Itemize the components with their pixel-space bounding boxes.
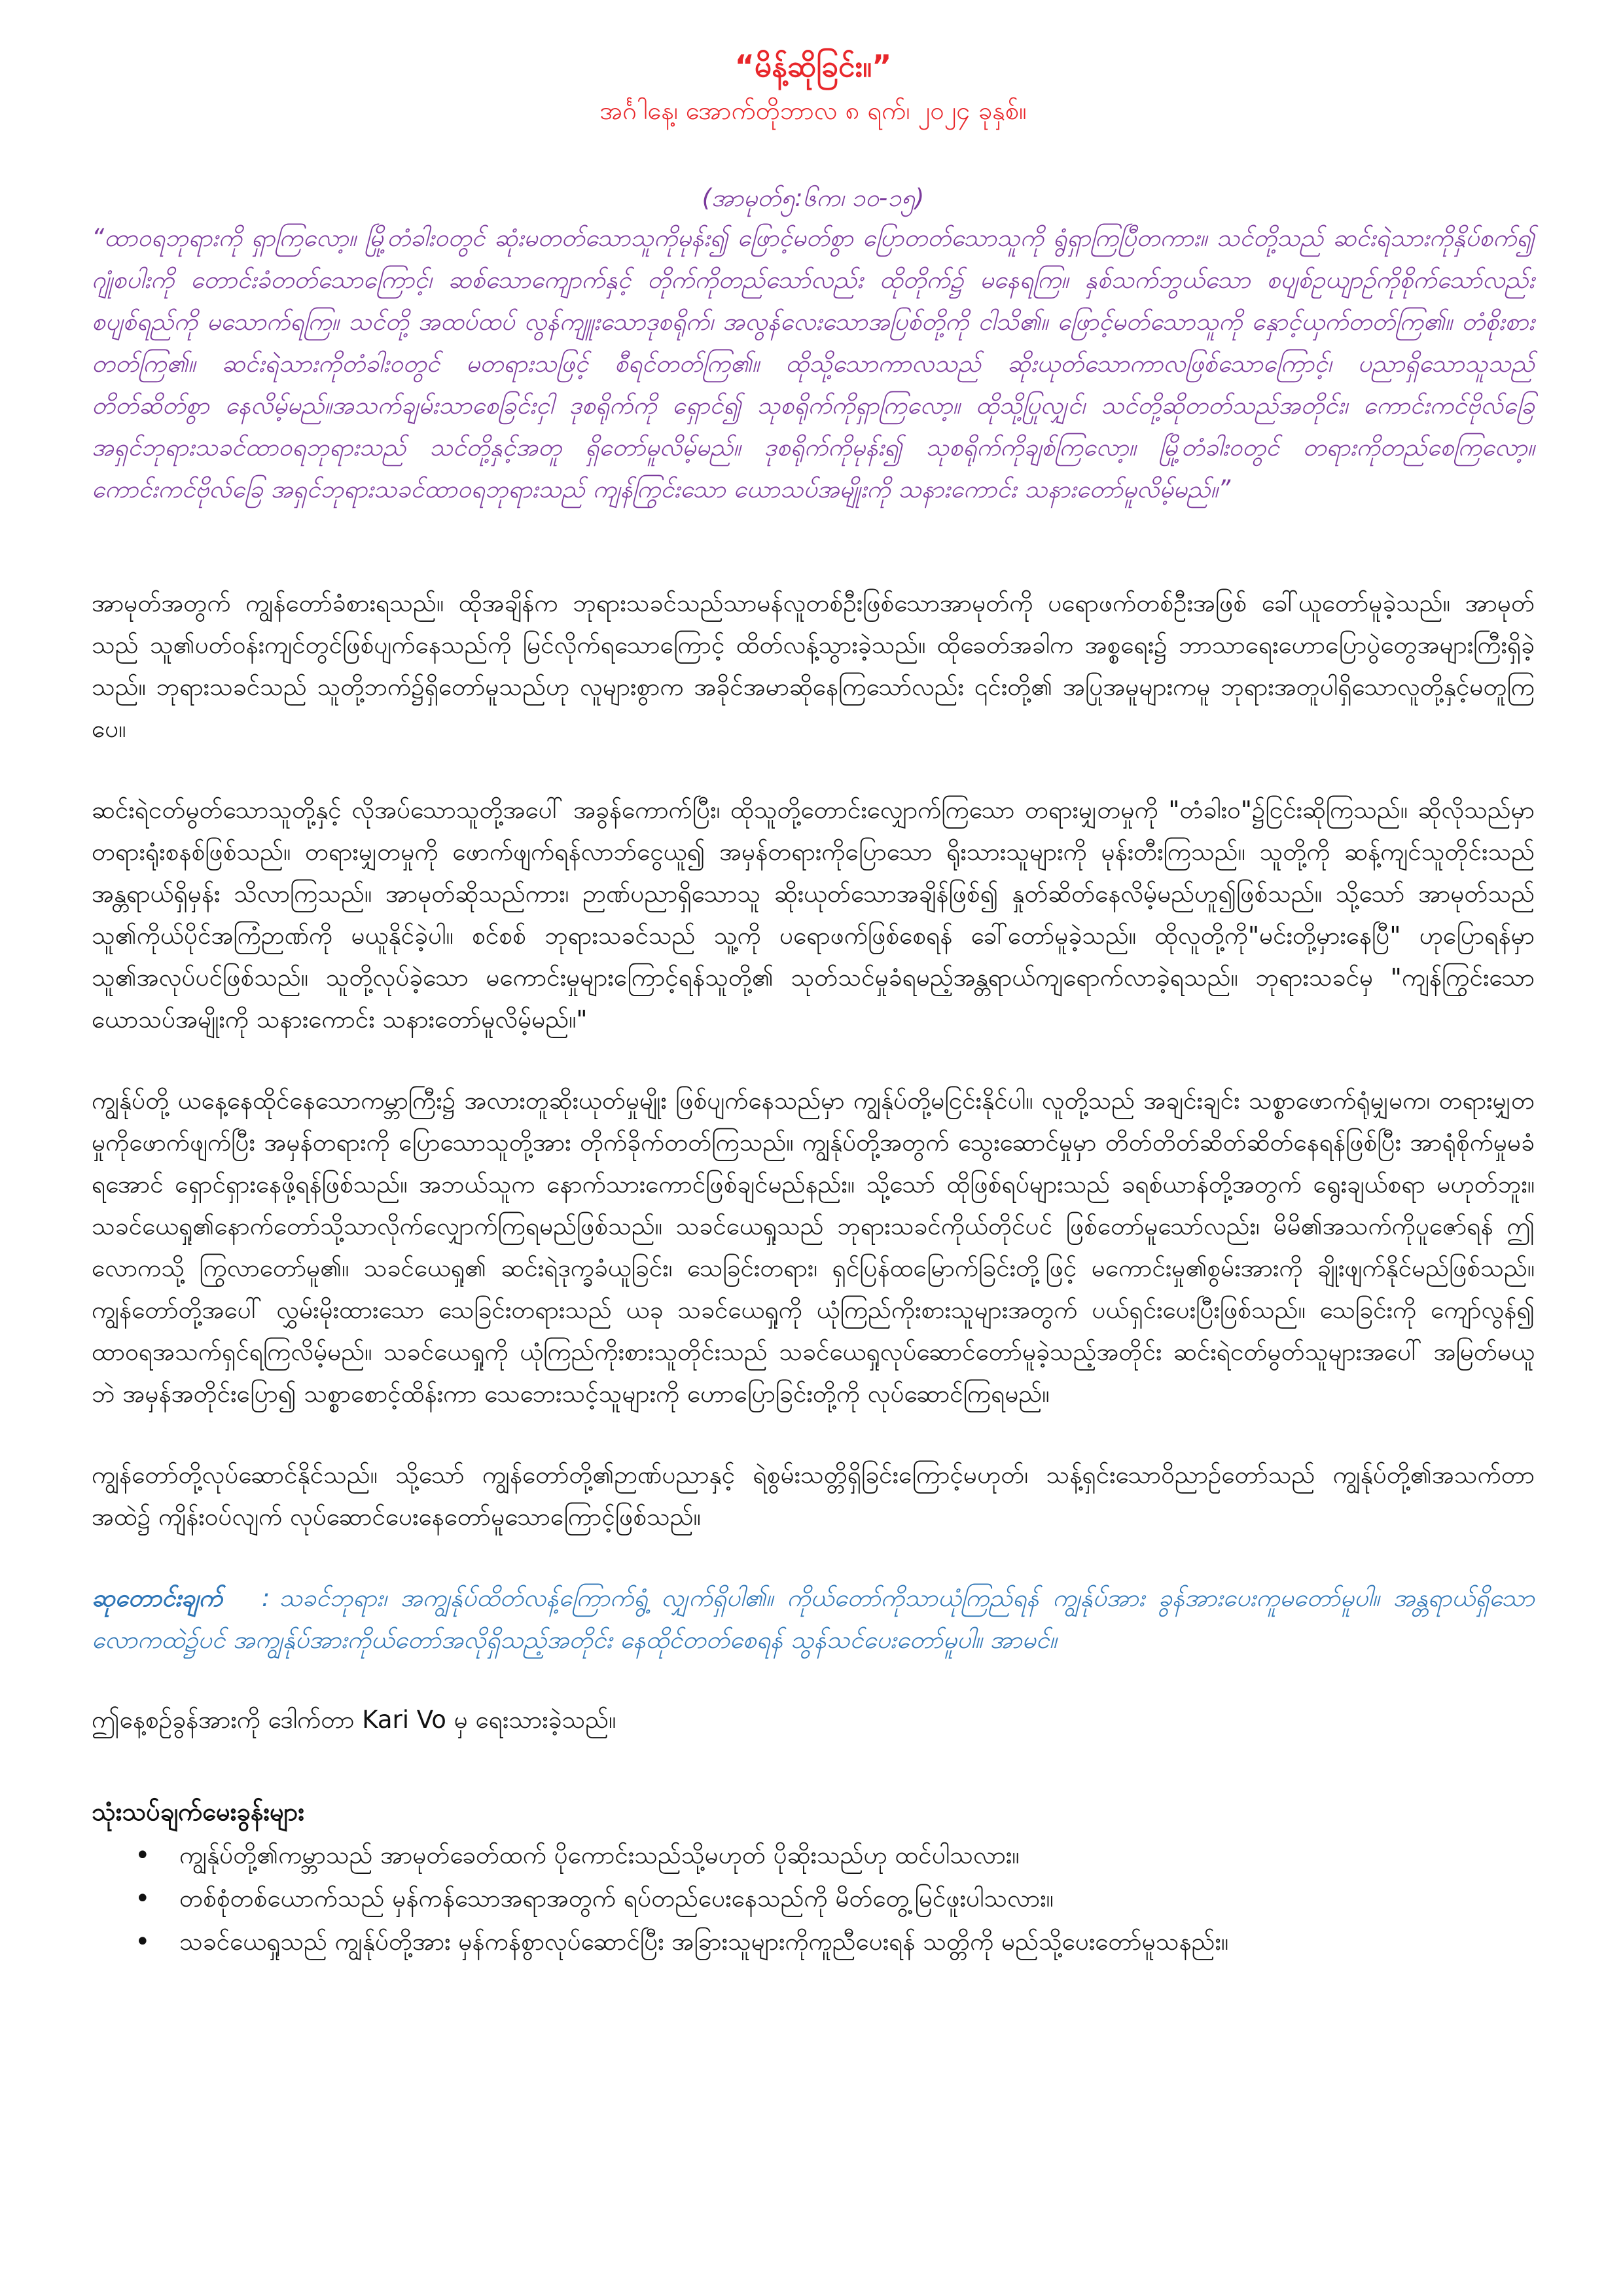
author-note: ဤနေ့စဉ်ခွန်အားကို ဒေါက်တာ Kari Vo မှ ရေးသားခဲ့သည်။ [92,1706,616,1734]
document-header [92,46,1535,130]
prayer-label: ဆုတောင်းချက် [92,1584,223,1612]
reflection-question: • သခင်ယေရှုသည် ကျွန်ုပ်တို့အား မှန်ကန်စွာလုပ်ဆောင်ပြီး အခြားသူများကိုကူညီပေးရန် သတ္တိကို မည်သို့ပေးတော်မူသနည်း။ [92,1920,1535,1964]
reflection-question: • တစ်စုံတစ်ယောက်သည် မှန်ကန်သောအရာအတွက် ရပ်တည်ပေးနေသည်ကို မိတ်တွေ့မြင်ဖူးပါသလား။ [92,1877,1535,1920]
scripture-reference: (အာမုတ်၅:၆က၊ ၁၀-၁၅) [702,184,925,212]
body-paragraph: ကျွန်တော်တို့လုပ်ဆောင်နိုင်သည်။ သို့သော် ကျွန်တော်တို့၏ဉာဏ်ပညာနှင့် ရဲစွမ်းသတ္တိရှိခြင်းကြောင့်မဟုတ်၊ သန့်ရှင်းသောဝိညာဉ်တော်သည် ကျွန်ုပ်တို့၏အသက်တာအထဲ၌ ကျိန်းဝပ်လျက် လုပ်ဆောင်ပေးနေတော်မူသောကြောင့်ဖြစ်သည်။ [92,1461,1535,1531]
prayer-separator: : [261,1584,270,1612]
body-paragraph: ကျွန်ုပ်တို့ ယနေ့နေထိုင်နေသောကမ္ဘာကြီး၌ အလားတူဆိုးယုတ်မှုမျိုး ဖြစ်ပျက်နေသည်မှာ ကျွန်ုပ်တို့မငြင်းနိုင်ပါ။ လူတို့သည် အချင်းချင်း သစ္စာဖောက်ရုံမျှမက၊ တရားမျှတမှုကိုဖောက်ဖျက်ပြီး အမှန်တရားကို ပြောသောသူတို့အား တိုက်ခိုက်တတ်ကြသည်။ ကျွန်ုပ်တို့အတွက် သွေးဆောင်မှုမှာ တိတ်တိတ်ဆိတ်ဆိတ်နေရန်ဖြစ်ပြီး အာရုံစိုက်မှုမခံရအောင် ရှောင်ရှားနေဖို့ရန်ဖြစ်သည်။ အဘယ်သူက နောက်သားကောင်ဖြစ်ချင်မည်နည်း။ သို့သော် ထိုဖြစ်ရပ်များသည် ခရစ်ယာန်တို့အတွက် ရွေးချယ်စရာ မဟုတ်ဘူး။ သခင်ယေရှု၏နောက်တော်သို့သာလိုက်လျှောက်ကြရမည်ဖြစ်သည်။ သခင်ယေရှုသည် ဘုရားသခင်ကိုယ်တိုင်ပင် ဖြစ်တော်မူသော်လည်း၊ မိမိ၏အသက်ကိုပူဇော်ရန် ဤလောကသို့ ကြွလာတော်မူ၏။ သခင်ယေရှု၏ ဆင်းရဲဒုက္ခခံယူခြင်း၊ သေခြင်းတရား၊ ရှင်ပြန်ထမြောက်ခြင်းတို့ဖြင့် မကောင်းမှု၏စွမ်းအားကို ချိုးဖျက်နိုင်မည်ဖြစ်သည်။ ကျွန်တော်တို့အပေါ် လွှမ်းမိုးထားသော သေခြင်းတရားသည် ယခု သခင်ယေရှုကို ယုံကြည်ကိုးစားသူများအတွက် ပယ်ရှင်းပေးပြီးဖြစ်သည်။ သေခြင်းကို ကျော်လွန်၍ ထာဝရအသက်ရှင်ရကြလိမ့်မည်။ သခင်ယေရှုကို ယုံကြည်ကိုးစားသူတိုင်းသည် သခင်ယေရှုလုပ်ဆောင်တော်မူခဲ့သည့်အတိုင်း ဆင်းရဲငတ်မွတ်သူများအပေါ် အမြတ်မယူဘဲ အမှန်အတိုင်းပြော၍ သစ္စာစောင့်ထိန်းကာ သေဘေးသင့်သူများကို ဟောပြောခြင်းတို့ကို လုပ်ဆောင်ကြရမည်။ [92,1086,1535,1408]
reflection-heading: သုံးသပ်ချက်မေးခွန်းများ [92,1797,305,1826]
date-line: အင်္ဂါနေ့၊ အောက်တိုဘာလ ၈ ရက်၊ ၂၀၂၄ ခုနှစ်။ [599,96,1027,125]
scripture-section [92,179,1535,511]
body-paragraph: ဆင်းရဲငတ်မွတ်သောသူတို့နှင့် လိုအပ်သောသူတို့အပေါ် အခွန်ကောက်ပြီး၊ ထိုသူတို့တောင်းလျှောက်ကြသော တရားမျှတမှုကို "တံခါးဝ"၌ငြင်းဆိုကြသည်။ ဆိုလိုသည်မှာ တရားရုံးစနစ်ဖြစ်သည်။ တရားမျှတမှုကို ဖောက်ဖျက်ရန်လာဘ်ငွေယူ၍ အမှန်တရားကိုပြောသော ရိုးသားသူများကို မုန်းတီးကြသည်။ သူတို့ကို ဆန့်ကျင်သူတိုင်းသည် အန္တရာယ်ရှိမှန်း သိလာကြသည်။ အာမုတ်ဆိုသည်ကား၊ ဉာဏ်ပညာရှိသောသူ ဆိုးယုတ်သောအချိန်ဖြစ်၍ နှုတ်ဆိတ်နေလိမ့်မည်ဟူ၍ဖြစ်သည်။ သို့သော် အာမုတ်သည် သူ၏ကိုယ်ပိုင်အကြံဉာဏ်ကို မယူနိုင်ခဲ့ပါ။ စင်စစ် ဘုရားသခင်သည် သူ့ကို ပရောဖက်ဖြစ်စေရန် ခေါ်တော်မူခဲ့သည်။ ထိုလူတို့ကို"မင်းတို့မှားနေပြီ" ဟုပြောရန်မှာ သူ၏အလုပ်ပင်ဖြစ်သည်။ သူတို့လုပ်ခဲ့သော မကောင်းမှုများကြောင့်ရန်သူတို့၏ သုတ်သင်မှုခံရမည့်အန္တရာယ်ကျရောက်လာခဲ့ရသည်။ ဘုရားသခင်မှ "ကျန်ကြွင်းသော ယောသပ်အမျိုးကို သနားကောင်း သနားတော်မူလိမ့်မည်။" [92,796,1535,1033]
devotional-body [92,583,1535,1538]
body-paragraph: အာမုတ်အတွက် ကျွန်တော်ခံစားရသည်။ ထိုအချိန်က ဘုရားသခင်သည်သာမန်လူတစ်ဦးဖြစ်သောအာမုတ်ကို ပရောဖက်တစ်ဦးအဖြစ် ခေါ်ယူတော်မူခဲ့သည်။ အာမုတ်သည် သူ၏ပတ်ဝန်းကျင်တွင်ဖြစ်ပျက်နေသည်ကို မြင်လိုက်ရသောကြောင့် ထိတ်လန့်သွားခဲ့သည်။ ထိုခေတ်အခါက အစ္စရေး၌ ဘာသာရေးဟောပြောပွဲတွေအများကြီးရှိခဲ့သည်။ ဘုရားသခင်သည် သူတို့ဘက်၌ရှိတော်မူသည်ဟု လူများစွာက အခိုင်အမာဆိုနေကြသော်လည်း ၎င်းတို့၏ အပြုအမူများကမူ ဘုရားအတူပါရှိသောလူတို့နှင့်မတူကြပေ။ [92,589,1535,743]
scripture-quote: “ထာဝရဘုရားကို ရှာကြလော့။ မြို့တံခါးဝတွင် ဆုံးမတတ်သောသူကိုမုန်း၍ ဖြောင့်မတ်စွာ ပြောတတ်သောသူကို ရွံရှာကြပြီတကား။ သင်တို့သည် ဆင်းရဲသားကိုနှိပ်စက်၍ ဂျုံစပါးကို တောင်းခံတတ်သောကြောင့်၊ ဆစ်သောကျောက်နှင့် တိုက်ကိုတည်သော်လည်း ထိုတိုက်၌ မနေရကြ။ နှစ်သက်ဘွယ်သော စပျစ်ဥယျာဉ်ကိုစိုက်သော်လည်း စပျစ်ရည်ကို မသောက်ရကြ။ သင်တို့ အထပ်ထပ် လွန်ကျူးသောဒုစရိုက်၊ အလွန်လေးသောအပြစ်တို့ကို ငါသိ၏။ ဖြောင့်မတ်သောသူကို နှောင့်ယှက်တတ်ကြ၏။ တံစိုးစားတတ်ကြ၏။ ဆင်းရဲသားကိုတံခါးဝတွင် မတရားသဖြင့် စီရင်တတ်ကြ၏။ ထိုသို့သောကာလသည် ဆိုးယုတ်သောကာလဖြစ်သောကြောင့်၊ ပညာရှိသောသူသည် တိတ်ဆိတ်စွာ နေလိမ့်မည်။အသက်ချမ်းသာစေခြင်းငှါ ဒုစရိုက်ကို ရှောင်၍ သုစရိုက်ကိုရှာကြလော့။ ထိုသို့ပြုလျှင်၊ သင်တို့ဆိုတတ်သည်အတိုင်း၊ ကောင်းကင်ဗိုလ်ခြေအရှင်ဘုရားသခင်ထာဝရဘုရားသည် သင်တို့နှင့်အတူ ရှိတော်မူလိမ့်မည်။ ဒုစရိုက်ကိုမုန်း၍ သုစရိုက်ကိုချစ်ကြလော့။ မြို့တံခါးဝတွင် တရားကိုတည်စေကြလော့။ ကောင်းကင်ဗိုလ်ခြေ အရှင်ဘုရားသခင်ထာဝရဘုရားသည် ကျန်ကြွင်းသော ယောသပ်အမျိုးကို သနားကောင်း သနားတော်မူလိမ့်မည်။” [92,224,1535,503]
prayer [92,1577,1535,1661]
page-title: “မိန့်ဆိုခြင်း။” [734,48,892,84]
prayer-text: သခင်ဘုရား၊ အကျွန်ုပ်ထိတ်လန့်ကြောက်ရွံ့ လျှက်ရှိပါ၏။ ကိုယ်တော်ကိုသာယုံကြည်ရန် ကျွန်ုပ်အား ခွန်အားပေးကူမတော်မူပါ။ အန္တရာယ်ရှိသောလောကထဲ၌ပင် အကျွန်ုပ်အားကိုယ်တော်အလိုရှိသည့်အတိုင်း နေထိုင်တတ်စေရန် သွန်သင်ပေးတော်မူပါ။ အာမင်။ [92,1584,1535,1654]
reflection-questions [92,1834,1535,1964]
reflection-question: • ကျွန်ုပ်တို့၏ကမ္ဘာသည် အာမုတ်ခေတ်ထက် ပိုကောင်းသည်သို့မဟုတ် ပိုဆိုးသည်ဟု ထင်ပါသလား။ [92,1834,1535,1877]
